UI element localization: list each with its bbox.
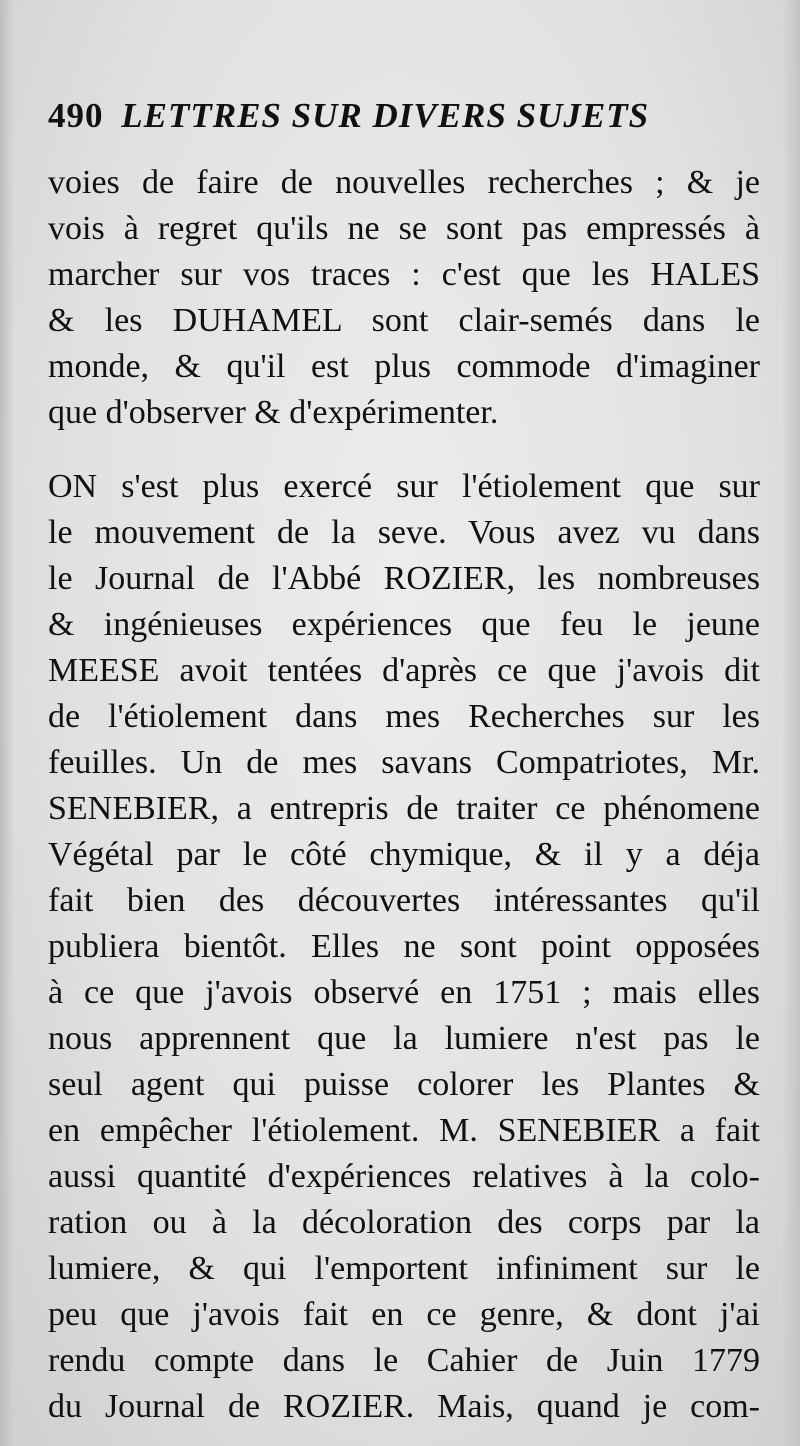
text-line: du Journal de ROZIER. Mais, quand je com- [48, 1388, 760, 1425]
text-line: le Journal de l'Abbé ROZIER, les nombreuses [48, 560, 760, 597]
text-line: & ingénieuses expériences que feu le jeune [48, 606, 760, 643]
text-line: nous apprennent que la lumiere n'est pas le [48, 1020, 760, 1057]
text-line: feuilles. Un de mes savans Compatriotes, Mr. [48, 744, 760, 781]
paragraph-gap [48, 436, 760, 464]
text-line: ON s'est plus exercé sur l'étiolement que sur [48, 468, 760, 505]
text-line: que d'observer & d'expérimenter. [48, 394, 499, 431]
running-title: LETTRES SUR DIVERS SUJETS [121, 96, 650, 135]
text-line: marcher sur vos traces : c'est que les HALES [48, 256, 760, 293]
text-line: aussi quantité d'expériences relatives à la colo- [48, 1158, 760, 1195]
text-line: de l'étiolement dans mes Recherches sur les [48, 698, 760, 735]
page-shadow-right [782, 0, 800, 1446]
text-line: ration ou à la décoloration des corps par la [48, 1204, 760, 1241]
text-line: en empêcher l'étiolement. M. SENEBIER a fait [48, 1112, 760, 1149]
text-line: MEESE avoit tentées d'après ce que j'avois dit [48, 652, 760, 689]
text-line: peu que j'avois fait en ce genre, & dont j'ai [48, 1296, 760, 1333]
text-line: lumiere, & qui l'emportent infiniment sur le [48, 1250, 760, 1287]
page-number: 490 [48, 96, 104, 135]
paragraph [48, 464, 760, 1430]
text-line: publiera bientôt. Elles ne sont point opposées [48, 928, 760, 965]
text-line: fait bien des découvertes intéressantes qu'il [48, 882, 760, 919]
text-line: SENEBIER, a entrepris de traiter ce phénomene [48, 790, 760, 827]
page-shadow-left [0, 0, 14, 1446]
text-line: à ce que j'avois observé en 1751 ; mais elles [48, 974, 760, 1011]
paragraph [48, 160, 760, 436]
text-line: monde, & qu'il est plus commode d'imaginer [48, 348, 760, 385]
text-line: rendu compte dans le Cahier de Juin 1779 [48, 1342, 760, 1379]
running-header [48, 96, 668, 142]
text-line: & les DUHAMEL sont clair-semés dans le [48, 302, 760, 339]
text-line: seul agent qui puisse colorer les Plantes & [48, 1066, 760, 1103]
body-text [48, 160, 760, 1430]
text-line: le mouvement de la seve. Vous avez vu dans [48, 514, 760, 551]
text-line: vois à regret qu'ils ne se sont pas empressés à [48, 210, 760, 247]
text-line: voies de faire de nouvelles recherches ; & je [48, 164, 760, 201]
text-line: Végétal par le côté chymique, & il y a déja [48, 836, 760, 873]
